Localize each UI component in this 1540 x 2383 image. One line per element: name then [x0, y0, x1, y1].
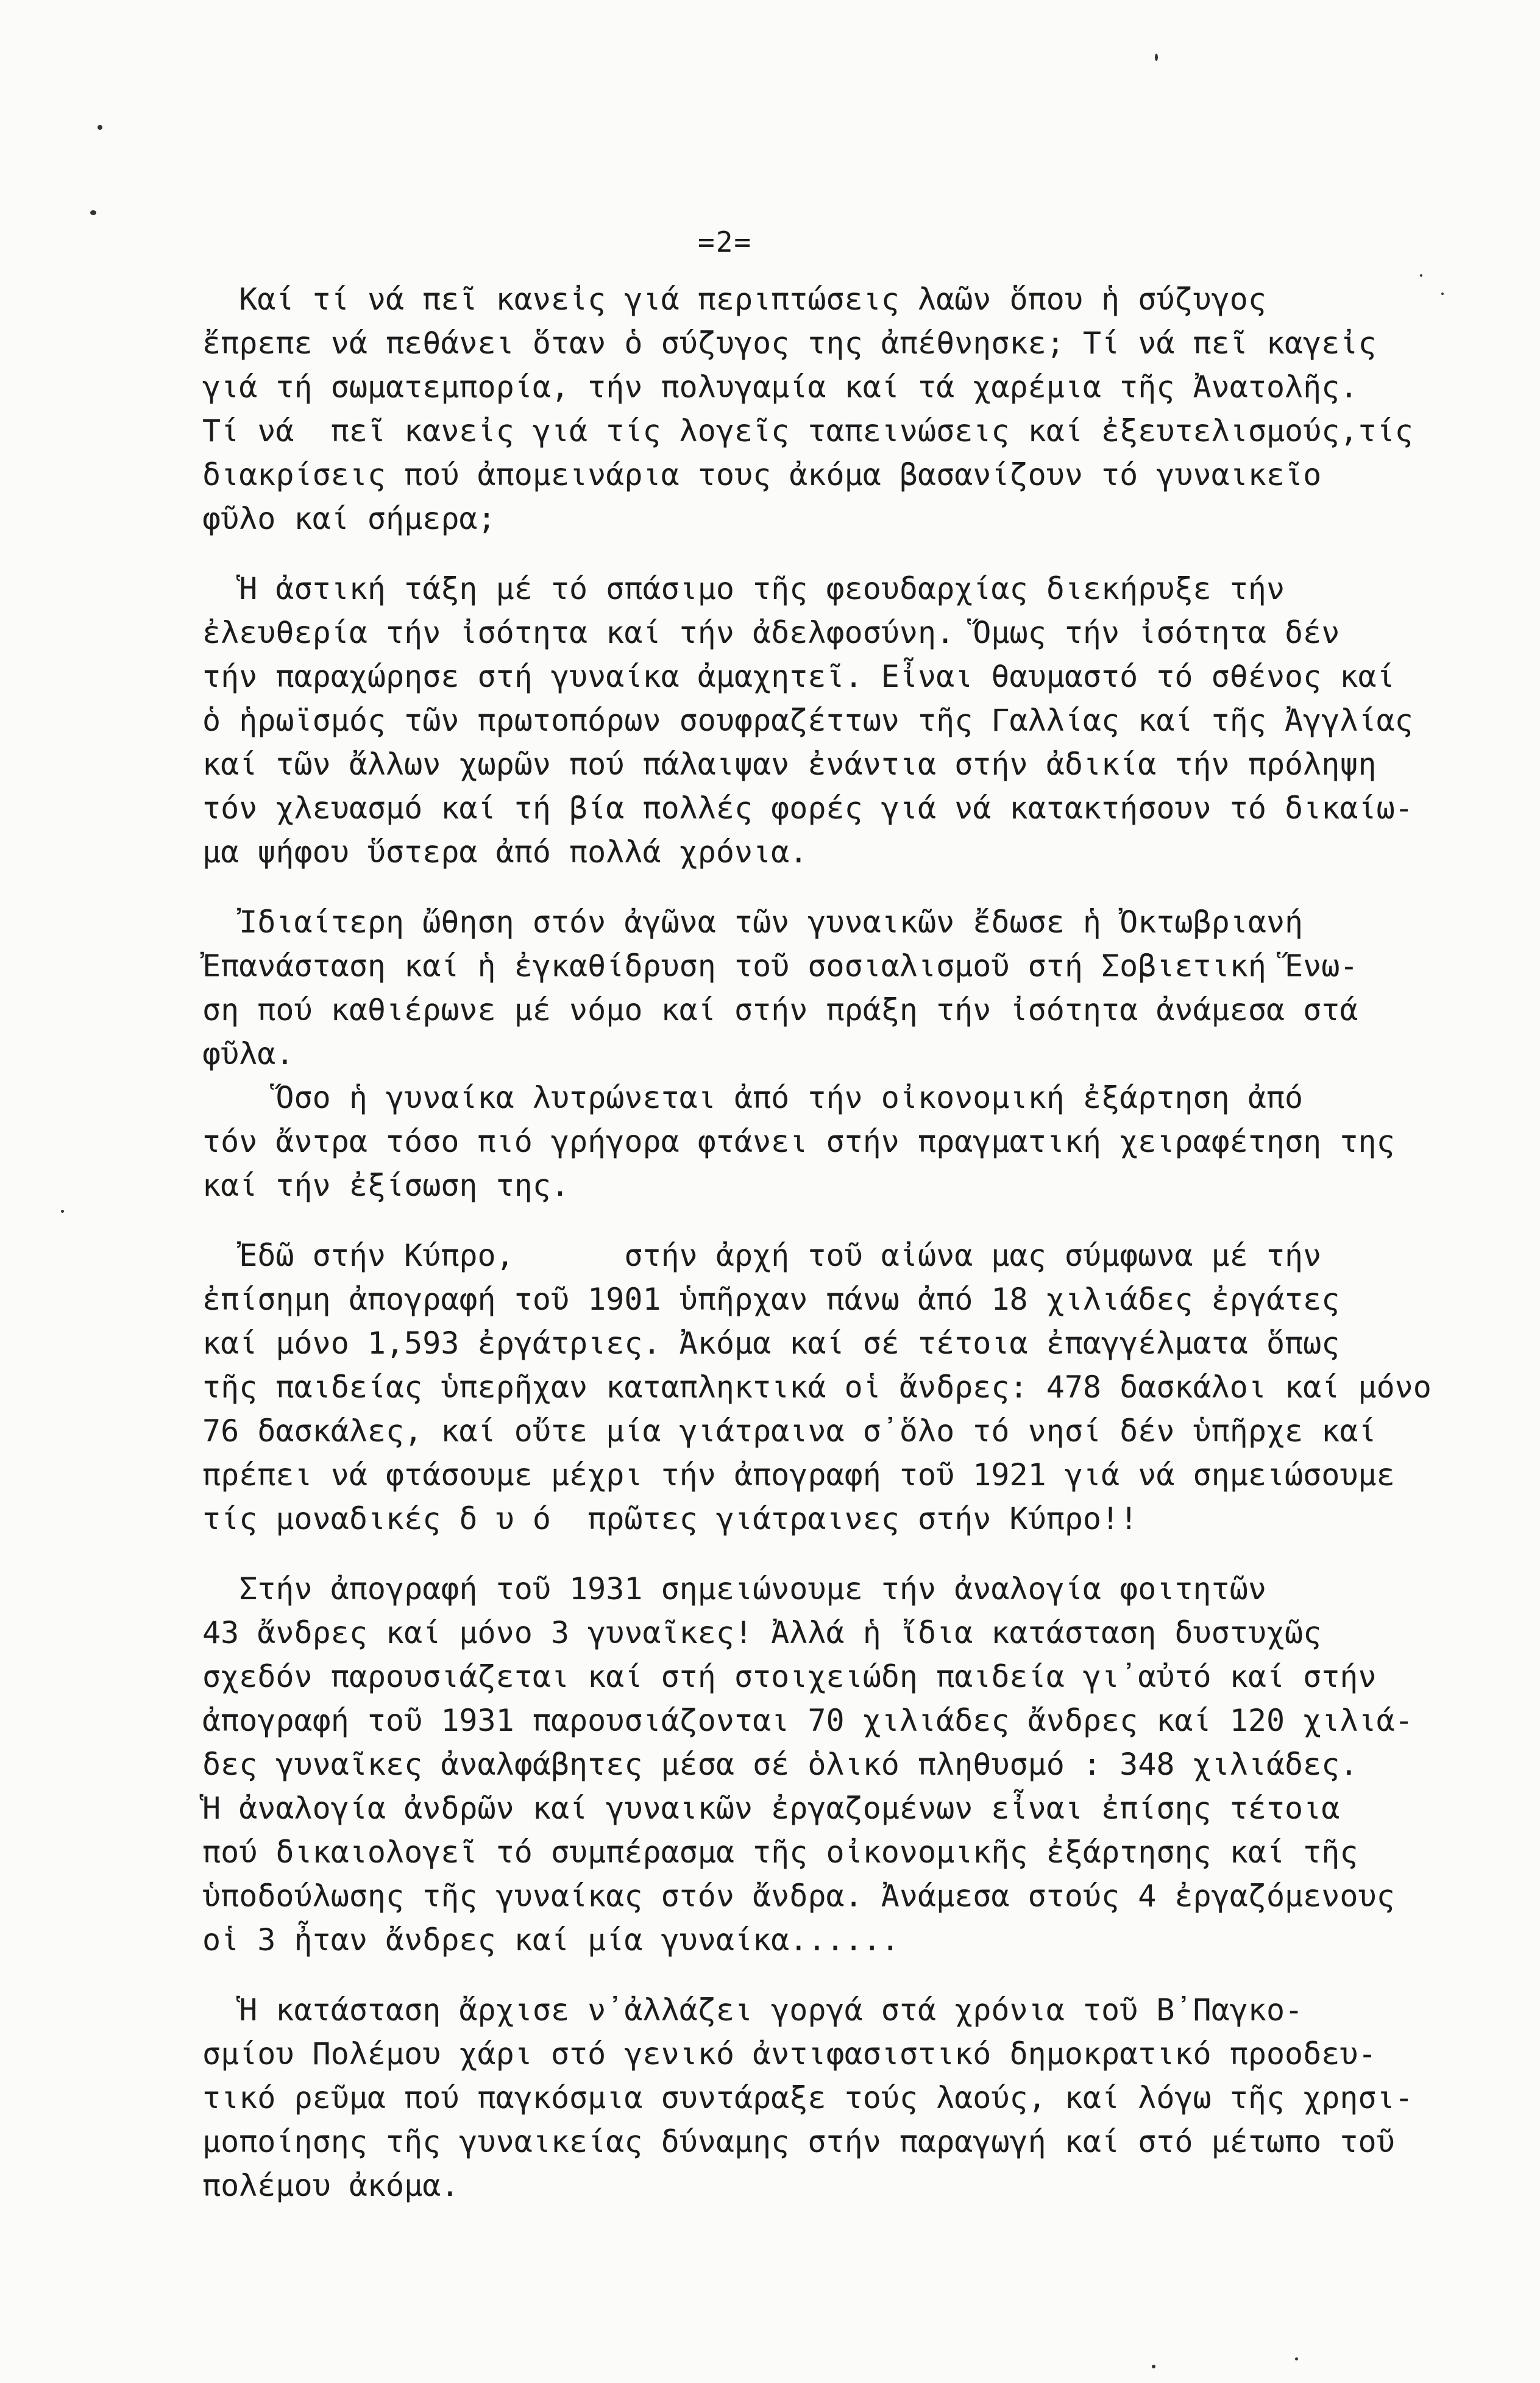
paragraph	[202, 277, 1446, 541]
text-line: ὁ ἡρωϊσμός τῶν πρωτοπόρων σουφραζέττων τῆς Γαλλίας καί τῆς Ἀγγλίας	[202, 703, 1413, 738]
paragraph	[202, 1988, 1446, 2207]
scan-speck	[1420, 274, 1422, 277]
text-line: Ἡ ἀστική τάξη μέ τό σπάσιμο τῆς φεουδαρχίας διεκήρυξε τήν	[202, 571, 1285, 606]
text-line: καί μόνο 1,593 ἐργάτριες. Ἀκόμα καί σέ τέτοια ἐπαγγέλματα ὅπως	[202, 1326, 1340, 1361]
paragraph	[202, 900, 1446, 1207]
text-line: ὑποδούλωσης τῆς γυναίκας στόν ἄνδρα. Ἀνάμεσα στούς 4 ἐργαζόμενους	[202, 1878, 1395, 1914]
text-line: Τί νά πεῖ κανεἰς γιά τίς λογεῖς ταπεινώσεις καί ἐξευτελισμούς,τίς	[202, 413, 1413, 449]
text-line: καί τῶν ἄλλων χωρῶν πού πάλαιψαν ἐνάντια στήν ἀδικία τήν πρόληψη	[202, 747, 1377, 782]
text-line: Στήν ἀπογραφή τοῦ 1931 σημειώνουμε τήν ἀναλογία φοιτητῶν	[202, 1571, 1266, 1607]
text-line: γιά τή σωματεμπορία, τήν πολυγαμία καί τά χαρέμια τῆς Ἀνατολῆς.	[202, 369, 1358, 405]
text-line: 43 ἄνδρες καί μόνο 3 γυναῖκες! Ἀλλά ἡ ἴδια κατάσταση δυστυχῶς	[202, 1615, 1322, 1650]
text-line: φῦλο καί σήμερα;	[202, 501, 496, 536]
paragraph-gap	[202, 541, 1446, 567]
scan-speck	[1152, 2365, 1155, 2368]
paragraph-gap	[202, 874, 1446, 900]
paragraph	[202, 1567, 1446, 1962]
paragraph-gap	[202, 1962, 1446, 1988]
text-line: ἐλευθερία τήν ἰσότητα καί τήν ἀδελφοσύνη. Ὅμως τήν ἰσότητα δέν	[202, 615, 1340, 650]
text-line: πρέπει νά φτάσουμε μέχρι τήν ἀπογραφή τοῦ 1921 γιά νά σημειώσουμε	[202, 1457, 1395, 1493]
text-line: Ἡ κατάσταση ἄρχισε ν᾽ἀλλάζει γοργά στά χρόνια τοῦ Β᾽Παγκο-	[202, 1992, 1304, 2028]
text-line: ση πού καθιέρωνε μέ νόμο καί στήν πράξη τήν ἰσότητα ἀνάμεσα στά	[202, 992, 1358, 1028]
paragraph-gap	[202, 1207, 1446, 1234]
text-line: πού δικαιολογεῖ τό συμπέρασμα τῆς οἰκονομικῆς ἐξάρτησης καί τῆς	[202, 1834, 1358, 1870]
text-line: τικό ρεῦμα πού παγκόσμια συντάραξε τούς λαούς, καί λόγω τῆς χρησι-	[202, 2080, 1413, 2115]
page-number: =2=	[698, 226, 753, 258]
scan-speck	[98, 125, 102, 130]
text-line: Ἐδῶ στήν Κύπρο, στήν ἀρχή τοῦ αἰώνα μας σύμφωνα μέ τήν	[202, 1238, 1322, 1273]
text-line: δες γυναῖκες ἀναλφάβητες μέσα σέ ὁλικό πληθυσμό : 348 χιλιάδες.	[202, 1747, 1358, 1782]
text-line: ἔπρεπε νά πεθάνει ὅταν ὁ σύζυγος της ἀπέθνησκε; Τί νά πεῖ καγεἰς	[202, 325, 1377, 361]
scan-speck	[90, 210, 96, 215]
text-line: ἐπίσημη ἀπογραφή τοῦ 1901 ὑπῆρχαν πάνω ἀπό 18 χιλιάδες ἐργάτες	[202, 1282, 1340, 1317]
text-line: 76 δασκάλες, καί οὔτε μία γιάτραινα σ᾽ὅλο τό νησί δέν ὑπῆρχε καί	[202, 1413, 1377, 1449]
text-line: μοποίησης τῆς γυναικείας δύναμης στήν παραγωγή καί στό μέτωπο τοῦ	[202, 2124, 1395, 2159]
text-line: Καί τί νά πεῖ κανεἰς γιά περιπτώσεις λαῶν ὅπου ἡ σύζυγος	[202, 282, 1266, 317]
scan-speck	[1441, 293, 1444, 295]
text-line: τόν ἄντρα τόσο πιό γρήγορα φτάνει στήν πραγματική χειραφέτηση της	[202, 1124, 1395, 1159]
text-line: οἱ 3 ἦταν ἄνδρες καί μία γυναίκα......	[202, 1922, 900, 1958]
scan-speck	[1295, 2357, 1298, 2360]
text-line: ἀπογραφή τοῦ 1931 παρουσιάζονται 70 χιλιάδες ἄνδρες καί 120 χιλιά-	[202, 1703, 1413, 1738]
text-line: τῆς παιδείας ὑπερῆχαν καταπληκτικά οἱ ἄνδρες: 478 δασκάλοι καί μόνο	[202, 1369, 1432, 1405]
text-line: Ὅσο ἡ γυναίκα λυτρώνεται ἀπό τήν οἰκονομική ἐξάρτηση ἀπό	[202, 1080, 1304, 1115]
text-line: τόν χλευασμό καί τή βία πολλές φορές γιά νά κατακτήσουν τό δικαίω-	[202, 790, 1413, 826]
text-line: μα ψήφου ὕστερα ἀπό πολλά χρόνια.	[202, 834, 808, 870]
text-line: τίς μοναδικές δ υ ό πρῶτες γιάτραινες στήν Κύπρο!!	[202, 1501, 1138, 1536]
scan-speck	[1155, 54, 1158, 61]
text-line: Ἐπανάσταση καί ἡ ἐγκαθίδρυση τοῦ σοσιαλισμοῦ στή Σοβιετική Ἕνω-	[202, 948, 1358, 984]
text-line: πολέμου ἀκόμα.	[202, 2168, 460, 2203]
paragraph-gap	[202, 1541, 1446, 1567]
text-line: σμίου Πολέμου χάρι στό γενικό ἀντιφασιστικό δημοκρατικό προοδευ-	[202, 2036, 1377, 2072]
text-line: Ἡ ἀναλογία ἀνδρῶν καί γυναικῶν ἐργαζομένων εἶναι ἐπίσης τέτοια	[202, 1791, 1340, 1826]
paragraph	[202, 567, 1446, 874]
text-line: καί τήν ἐξίσωση της.	[202, 1168, 570, 1203]
text-line: σχεδόν παρουσιάζεται καί στή στοιχειώδη παιδεία γι᾽αὐτό καί στήν	[202, 1659, 1377, 1694]
paragraph	[202, 1234, 1446, 1541]
text-line: τήν παραχώρησε στή γυναίκα ἀμαχητεῖ. Εἶναι θαυμαστό τό σθένος καί	[202, 659, 1395, 694]
text-line: Ἰδιαίτερη ὤθηση στόν ἀγῶνα τῶν γυναικῶν ἔδωσε ἡ Ὀκτωβριανή	[202, 904, 1304, 940]
scan-speck	[61, 1210, 64, 1213]
body-text	[202, 277, 1446, 2207]
text-line: φῦλα.	[202, 1036, 294, 1071]
text-line: διακρίσεις πού ἀπομεινάρια τους ἀκόμα βασανίζουν τό γυναικεῖο	[202, 457, 1322, 492]
